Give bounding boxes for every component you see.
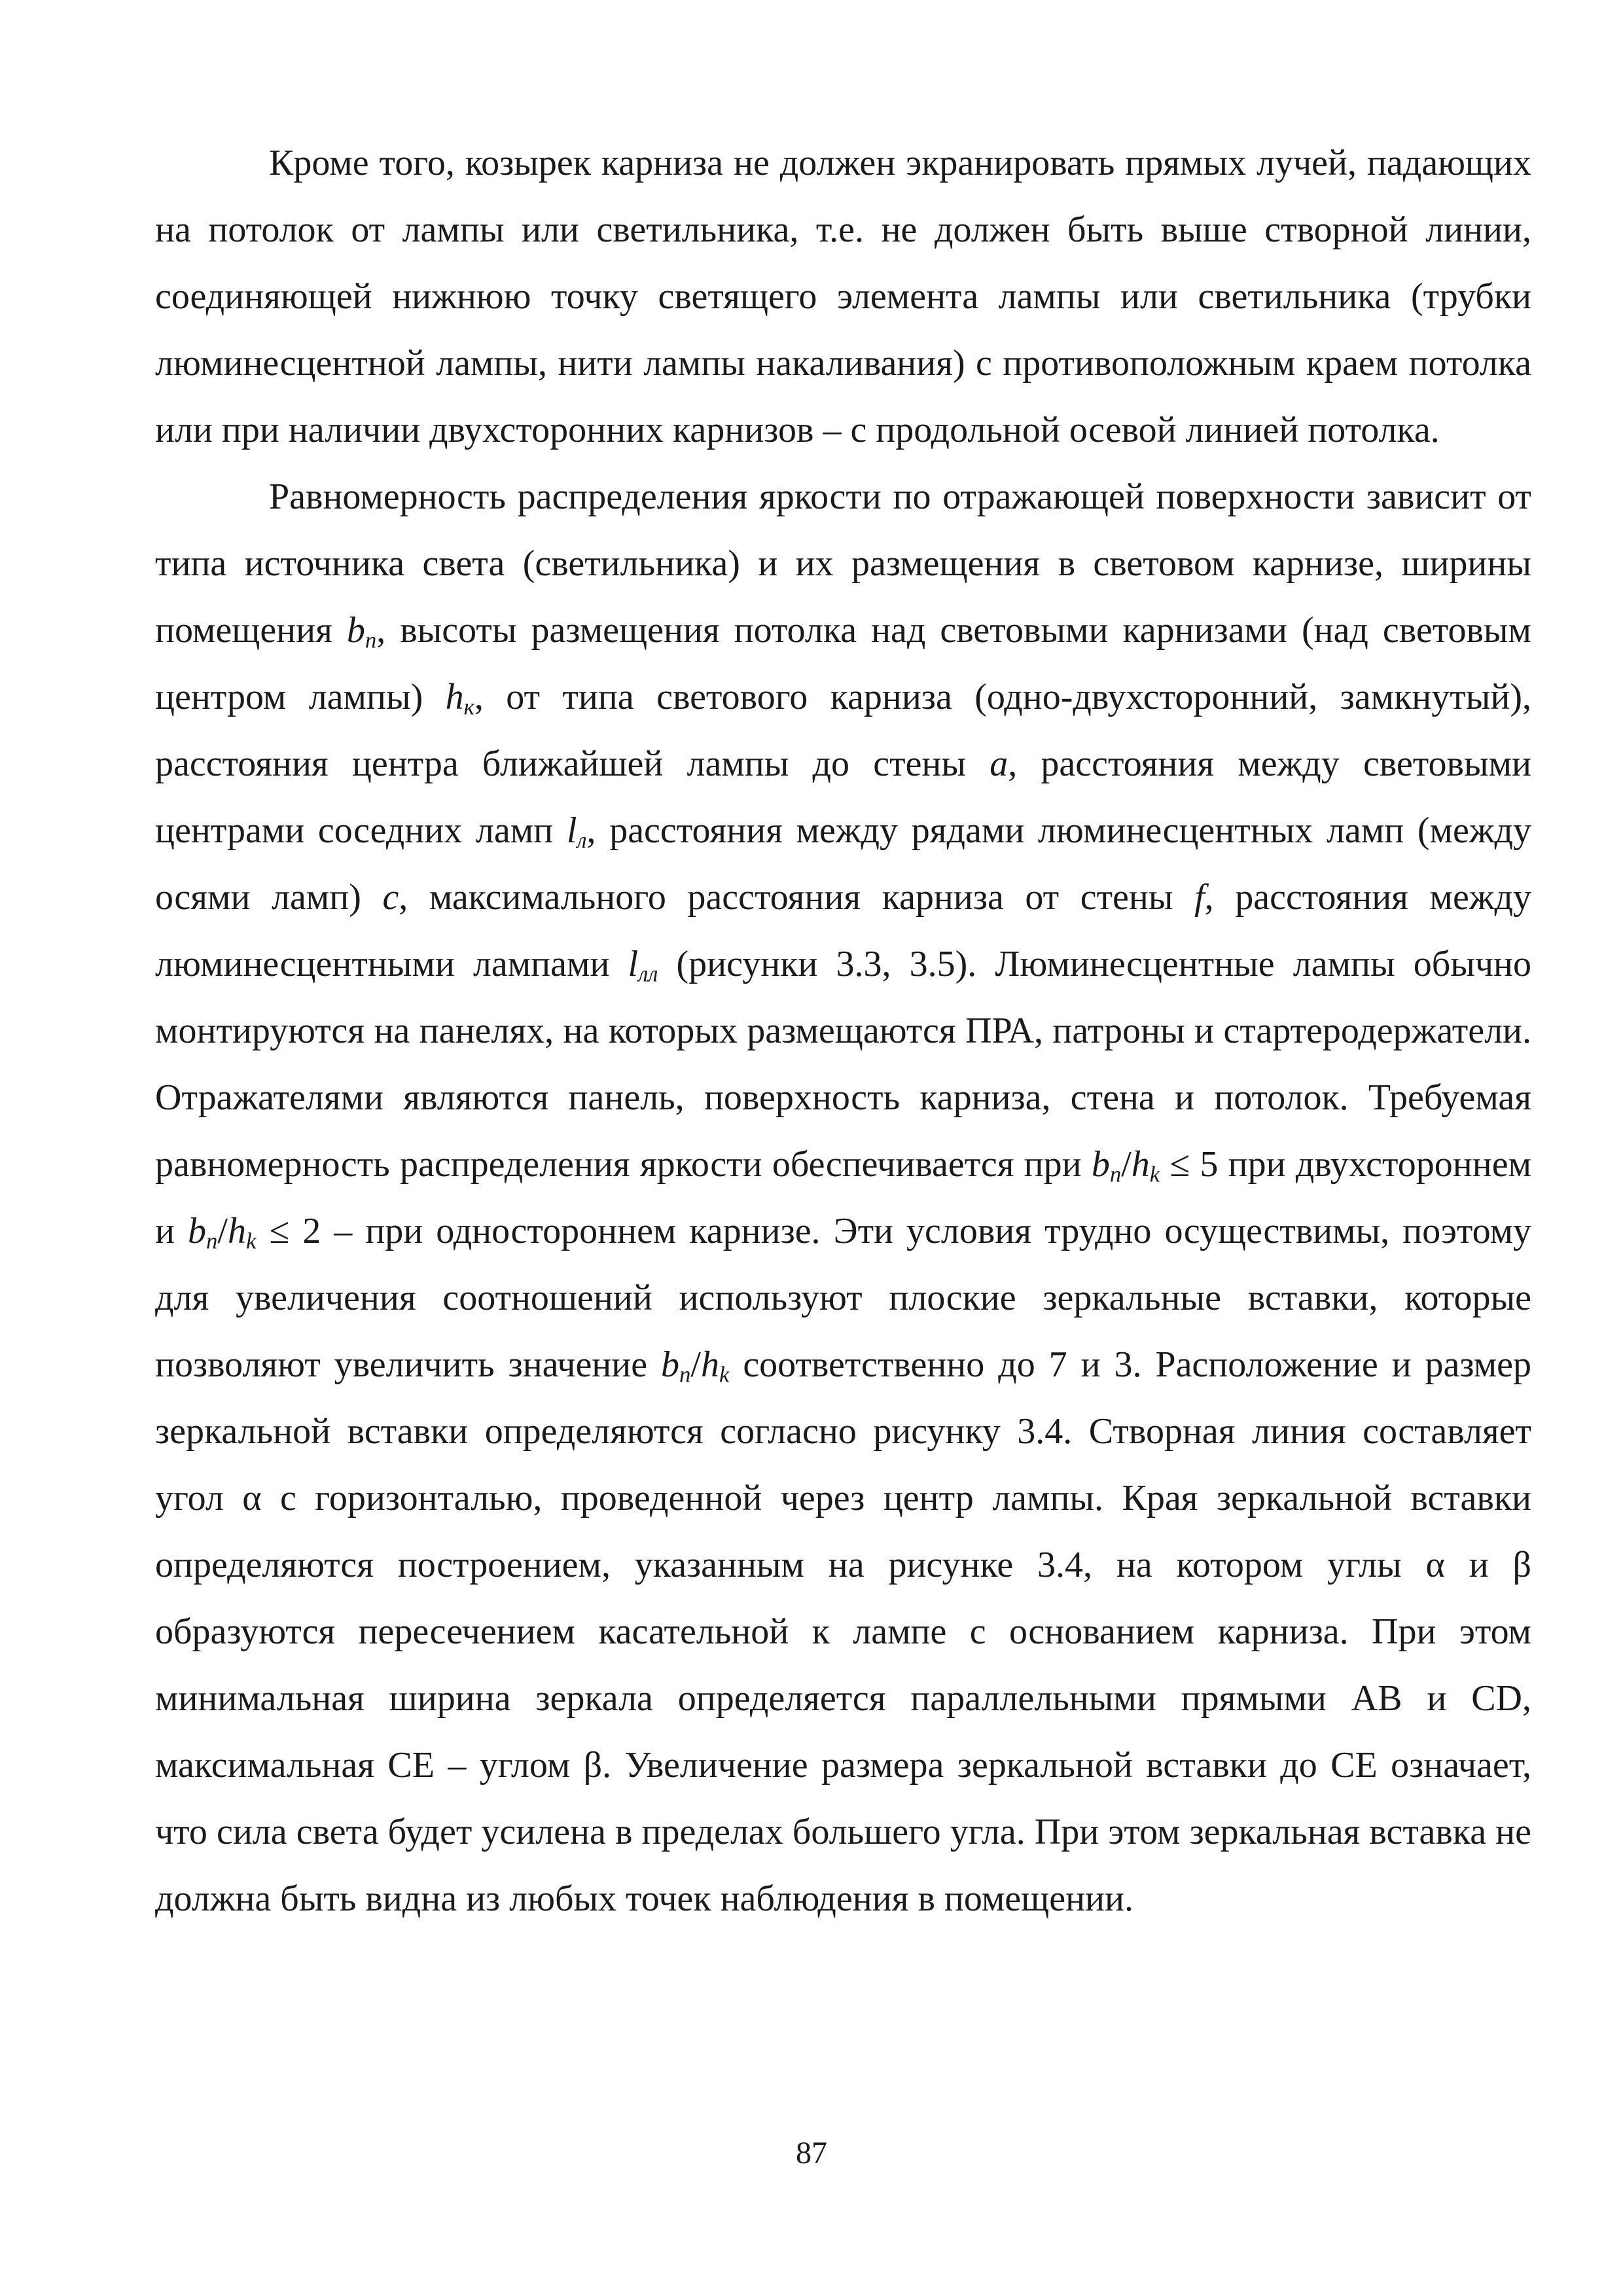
text-run: , расстояния между люминесцентными лампами	[155, 877, 1531, 984]
text-run: , расстояния между световыми центрами соседних ламп	[155, 744, 1531, 851]
math-subscript: п	[206, 1228, 218, 1254]
math-subscript: лл	[638, 961, 658, 987]
math-variable: $h_k$	[1131, 1144, 1160, 1187]
text-run: ≤ 2 – при одностороннем карнизе. Эти условия трудно осуществимы, поэтому для увеличения соотношений используют плоские зеркальные вставки, которые позволяют увеличить значение	[155, 1211, 1532, 1385]
text-run: (рисунки 3.3, 3.5). Люминесцентные лампы обычно монтируются на панелях, на которых размещаются ПРА, патроны и стартеродержатели. Отражателями являются панель, поверхность карниза, стена и потолок. Требуемая равномерность распределения яркости обеспечивается при	[155, 944, 1531, 1185]
math-subscript: k	[719, 1361, 730, 1388]
math-variable: $h_k$	[227, 1211, 257, 1254]
text-run: соответственно до 7 и 3. Расположение и размер зеркальной вставки определяются согласно рисунку 3.4. Створная линия составляет угол α с горизонталью, проведенной через центр лампы. Края зеркальной вставки определяются построением, указанным на рисунке 3.4, на котором углы α и β образуются пересечением касательной к лампе с основанием карниза. При этом минимальная ширина зеркала определяется параллельными прямыми АВ и СD, максимальная СЕ – углом β. Увеличение размера зеркальной вставки до СЕ означает, что сила света будет усилена в пределах большего угла. При этом зеркальная вставка не должна быть видна из любых точек наблюдения в помещении.	[155, 1344, 1531, 1919]
math-variable: $l_{лл}$	[628, 944, 658, 987]
text-run: ≤ 5 при двухстороннем и	[155, 1144, 1532, 1251]
text-run: , от типа светового карниза (одно-двухсторонний, замкнутый), расстояния центра ближайшей лампы до стены	[155, 677, 1531, 784]
math-subscript: л	[577, 827, 587, 853]
text-run: /	[217, 1211, 228, 1251]
text-run: /	[1121, 1144, 1132, 1185]
paragraph-1	[155, 130, 1531, 463]
math-variable: a	[990, 744, 1008, 784]
math-subscript: k	[1149, 1161, 1160, 1187]
text-run: , максимального расстояния карниза от стены	[399, 877, 1195, 918]
paragraph-2	[155, 463, 1531, 1932]
text-run: Равномерность распределения яркости по отражающей поверхности зависит от типа источника света (светильника) и их размещения в световом карнизе, ширины помещения	[155, 476, 1531, 651]
math-variable: f	[1194, 877, 1205, 918]
page-number: 87	[796, 2136, 827, 2170]
text-run: /	[690, 1344, 701, 1385]
math-subscript: п	[365, 627, 377, 653]
math-variable: $l_л$	[566, 810, 587, 853]
math-variable: $h_к$	[445, 677, 474, 720]
math-subscript: к	[463, 694, 474, 720]
math-variable: $b_п$	[188, 1211, 218, 1254]
math-subscript: п	[679, 1361, 691, 1388]
text-run: , расстояния между рядами люминесцентных ламп (между осями ламп)	[155, 810, 1531, 918]
body-text	[155, 130, 1531, 1932]
math-variable: $b_п$	[1091, 1144, 1122, 1187]
math-variable: $b_п$	[346, 610, 377, 653]
math-subscript: п	[1109, 1161, 1122, 1187]
text-run: Кроме того, козырек карниза не должен экранировать прямых лучей, падающих на потолок от лампы или светильника, т.е. не должен быть выше створной линии, соединяющей нижнюю точку светящего элемента лампы или светильника (трубки люминесцентной лампы, нити лампы накаливания) с противоположным краем потолка или при наличии двухсторонних карнизов – с продольной осевой линией потолка.	[155, 143, 1531, 450]
math-variable: c	[382, 877, 399, 918]
text-run: , высоты размещения потолка над световыми карнизами (над световым центром лампы)	[155, 610, 1531, 717]
math-variable: $h_k$	[700, 1344, 730, 1388]
math-variable: $b_п$	[661, 1344, 691, 1388]
math-subscript: k	[245, 1228, 257, 1254]
